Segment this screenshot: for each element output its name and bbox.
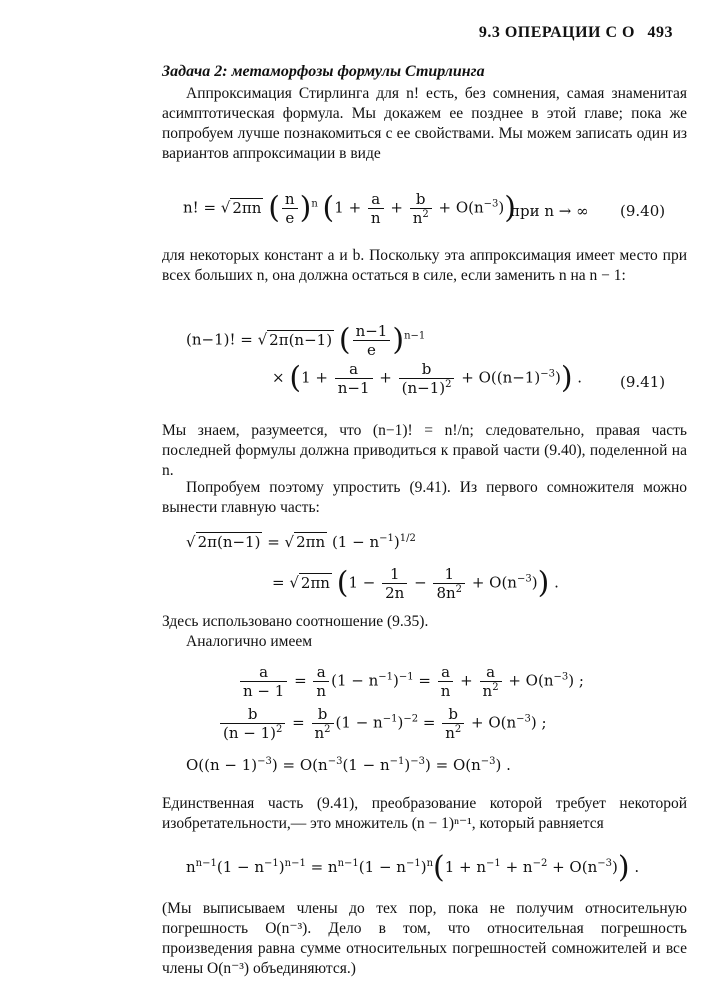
equation-b-over-n-minus-1-squared: $\frac{b}{(n - 1)^2}$ = $\frac{b}{n^2}$ $(1 - n^{-1})^{-2}$ = $\frac{b}{n^2}$ + $O(n^{-3})$ ; <box>218 705 547 742</box>
equation-power-expansion: $n^{n-1}(1 - n^{-1})^{n-1} = n^{n-1}(1 - n^{-1})^n(1 + n^{-1} + n^{-2} + O(n^{-3}))$ . <box>186 850 640 885</box>
paragraph-7: Единственная часть (9.41), преобразование которой требует некоторой изобретательности,— это множитель (n − 1)ⁿ⁻¹, который равняется <box>162 795 687 832</box>
problem-title: Задача 2: метаморфозы формулы Стирлинга <box>162 63 485 80</box>
paragraph-1: Аппроксимация Стирлинга для n! есть, без сомнения, самая знаменитая асимптотическая формула. Мы докажем ее позднее в этой главе; пока же попробуем лучше познакомиться с ее свойствами. Мы можем записать один из вариантов аппроксимации в виде <box>162 85 687 162</box>
paragraph-8: (Мы выписываем члены до тех пор, пока не получим относительную погрешность O(n⁻³). Дело в том, что относительная погрешность произведения равна сумме относительных погрешностей сомножителей и все члены O(n⁻³) объединяются.) <box>162 900 687 977</box>
equation-9-40-number: (9.40) <box>620 202 666 220</box>
page-number: 493 <box>647 24 673 41</box>
equation-o-term: $O((n - 1)^{-3}) = O(n^{-3}(1 - n^{-1})^{-3}) = O(n^{-3})$ . <box>186 756 511 774</box>
equation-9-40-condition: при n → ∞ <box>510 202 589 220</box>
equation-a-over-n-minus-1: $\frac{a}{n - 1}$ = $\frac{a}{n}$ $(1 - n^{-1})^{-1}$ = $\frac{a}{n}$ + $\frac{a}{n^2}$ + $O(n^{-3})$ ; <box>238 663 584 700</box>
equation-sqrt-line-1: √ 2π(n−1) = √ 2πn $(1 - n^{-1})^{1/2}$ <box>186 533 416 551</box>
equation-9-41-line-2: × (1 + $\frac{a}{n-1}$ + $\frac{b}{(n-1)^2}$ + $O((n-1)^{-3})$) . <box>272 360 583 397</box>
equation-9-40: n! = √ 2πn ( $\frac{n}{e}$ )$^n$ (1 + $\frac{a}{n}$ + $\frac{b}{n^2}$ + $O(n^{-3})$) <box>183 190 516 227</box>
paragraph-5: Здесь использовано соотношение (9.35). <box>162 613 429 630</box>
paragraph-3: Мы знаем, разумеется, что (n−1)! = n!/n; следовательно, правая часть последней формулы должна приводиться к правой части (9.40), поделенной на n. <box>162 422 687 479</box>
equation-9-41-line-1: (n−1)! = √ 2π(n−1) ( $\frac{n-1}{e}$ )$^{n-1}$ <box>186 322 426 359</box>
equation-9-41-number: (9.41) <box>620 373 666 391</box>
paragraph-2: для некоторых констант a и b. Поскольку эта аппроксимация имеет место при всех больших n, она должна остаться в силе, если заменить n на n − 1: <box>162 247 687 284</box>
section-title: 9.3 ОПЕРАЦИИ С O <box>478 24 635 41</box>
paragraph-6: Аналогично имеем <box>186 633 313 650</box>
paragraph-4: Попробуем поэтому упростить (9.41). Из первого сомножителя можно вынести главную часть: <box>162 479 687 516</box>
equation-sqrt-line-2: = √ 2πn (1 − $\frac{1}{2n}$ − $\frac{1}{8n^2}$ + $O(n^{-3})$) . <box>272 565 559 602</box>
running-header <box>479 24 673 42</box>
